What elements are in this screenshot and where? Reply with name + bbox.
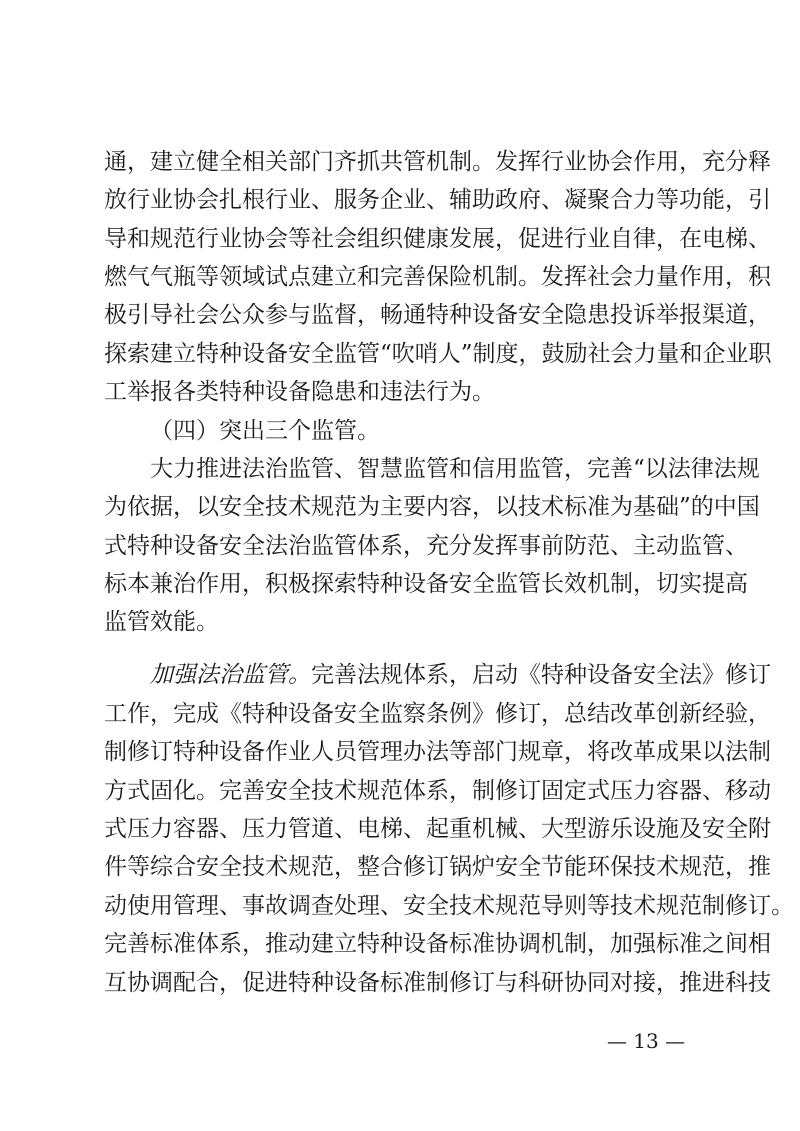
paragraph-line: 放行业协会扎根行业、服务企业、辅助政府、凝聚合力等功能，引 [104, 187, 771, 213]
paragraph-line: 探索建立特种设备安全监管“吹哨人”制度，鼓励社会力量和企业职 [104, 341, 772, 367]
paragraph-line: 制修订特种设备作业人员管理办法等部门规章，将改革成果以法制 [104, 739, 771, 765]
paragraph-line: 完善标准体系，推动建立特种设备标准协调机制，加强标准之间相 [104, 931, 771, 957]
paragraph-line: 标本兼治作用，积极探索特种设备安全监管长效机制，切实提高 [104, 571, 748, 597]
paragraph-line: 通，建立健全相关部门齐抓共管机制。发挥行业协会作用，充分释 [104, 149, 771, 175]
paragraph-line-with-heading [150, 660, 771, 690]
paragraph-line: 式特种设备安全法治监管体系，充分发挥事前防范、主动监管、 [104, 533, 748, 559]
paragraph-line: 方式固化。完善安全技术规范体系，制修订固定式压力容器、移动 [104, 778, 771, 804]
paragraph-line: 为依据，以安全技术规范为主要内容，以技术标准为基础”的中国 [104, 494, 760, 520]
paragraph-line: 燃气气瓶等领域试点建立和完善保险机制。发挥社会力量作用，积 [104, 264, 771, 290]
paragraph-line: 极引导社会公众参与监督，畅通特种设备安全隐患投诉举报渠道， [104, 302, 771, 328]
paragraph-text: 完善法规体系，启动《特种设备安全法》修订 [311, 662, 771, 688]
paragraph-line: 工举报各类特种设备隐患和违法行为。 [104, 379, 495, 405]
paragraph-line: 大力推进法治监管、智慧监管和信用监管，完善“以法律法规 [150, 456, 760, 482]
paragraph-line: 导和规范行业协会等社会组织健康发展，促进行业自律，在电梯、 [104, 226, 771, 252]
page-number: — 13 — [606, 1029, 686, 1053]
subheading-rule-of-law: 加强法治监管。 [150, 662, 311, 688]
paragraph-line: 监管效能。 [104, 609, 219, 635]
paragraph-line: 动使用管理、事故调查处理、安全技术规范导则等技术规范制修订。 [104, 893, 794, 919]
section-heading: （四）突出三个监管。 [150, 418, 380, 444]
paragraph-line: 件等综合安全技术规范，整合修订锅炉安全节能环保技术规范，推 [104, 854, 771, 880]
paragraph-line: 式压力容器、压力管道、电梯、起重机械、大型游乐设施及安全附 [104, 816, 771, 842]
paragraph-line: 工作，完成《特种设备安全监察条例》修订，总结改革创新经验， [104, 701, 771, 727]
paragraph-line: 互协调配合，促进特种设备标准制修订与科研协同对接，推进科技 [104, 970, 771, 996]
